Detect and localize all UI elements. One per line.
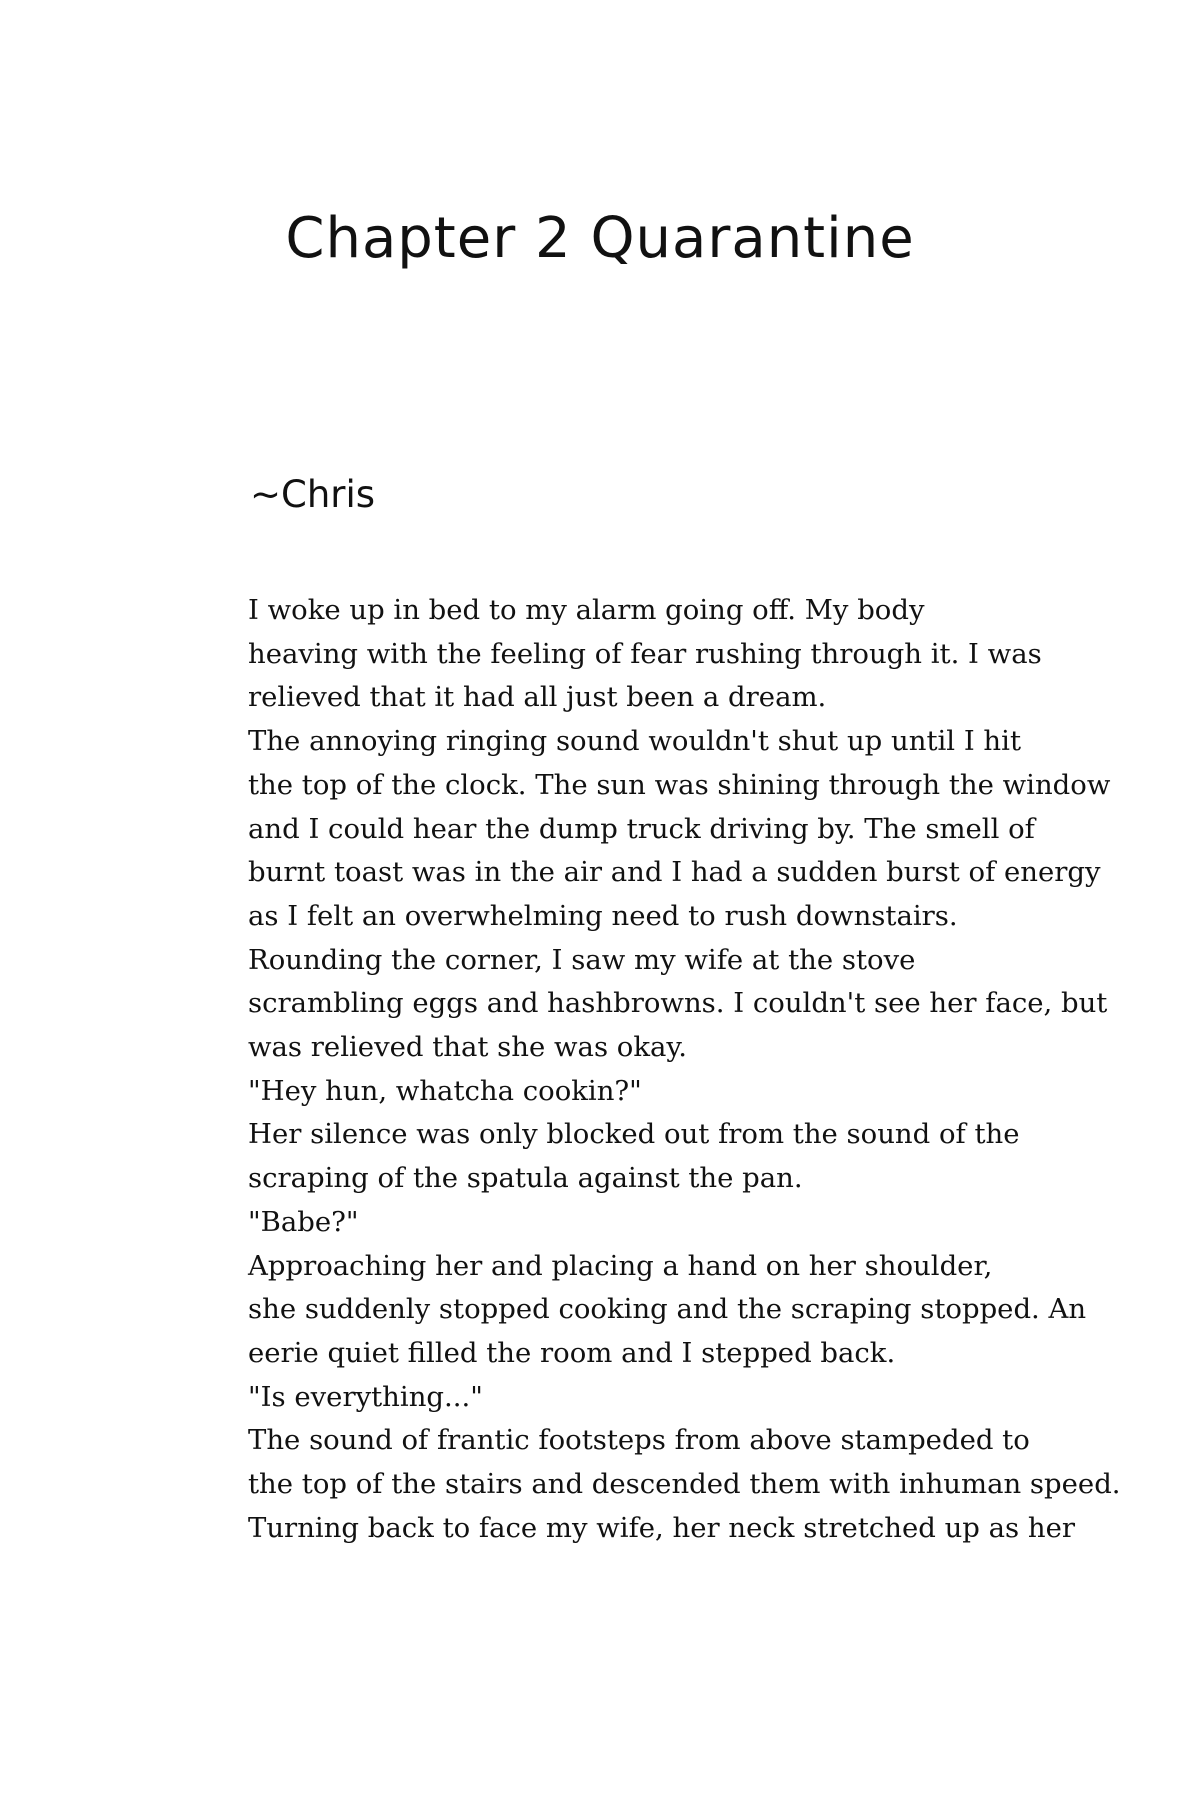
text-line: relieved that it had all just been a dream. bbox=[248, 681, 827, 714]
paragraph bbox=[150, 720, 1111, 939]
text-line: and I could hear the dump truck driving by. The smell of bbox=[248, 812, 1035, 845]
text-line: I woke up in bed to my alarm going off. My body bbox=[248, 594, 925, 626]
paragraph bbox=[150, 589, 1055, 720]
text-line: "Is everything..." bbox=[248, 1380, 483, 1413]
text-line: burnt toast was in the air and I had a sudden burst of energy bbox=[248, 856, 1101, 889]
paragraph bbox=[150, 1376, 1055, 1420]
paragraph bbox=[150, 939, 1108, 1070]
body-text bbox=[150, 589, 1121, 1550]
text-line: Approaching her and placing a hand on her shoulder, bbox=[248, 1249, 993, 1282]
paragraph bbox=[150, 1245, 1087, 1376]
text-line: heaving with the feeling of fear rushing through it. I was bbox=[248, 637, 1042, 670]
text-line: scrambling eggs and hashbrowns. I couldn't see her face, but bbox=[248, 987, 1108, 1020]
text-line: "Babe?" bbox=[248, 1205, 359, 1238]
text-line: the top of the stairs and descended them with inhuman speed. bbox=[248, 1468, 1121, 1501]
narrator-heading: ~Chris bbox=[250, 473, 376, 516]
text-line: Her silence was only blocked out from the sound of the bbox=[248, 1118, 1020, 1151]
text-line: "Hey hun, whatcha cookin?" bbox=[248, 1074, 642, 1107]
chapter-title: Chapter 2 Quarantine bbox=[285, 206, 915, 271]
text-line: scraping of the spatula against the pan. bbox=[248, 1162, 803, 1195]
text-line: as I felt an overwhelming need to rush downstairs. bbox=[248, 899, 958, 932]
text-line: Turning back to face my wife, her neck stretched up as her bbox=[248, 1511, 1076, 1544]
text-line: Rounding the corner, I saw my wife at the stove bbox=[248, 943, 916, 976]
text-line: eerie quiet filled the room and I stepped back. bbox=[248, 1336, 896, 1369]
paragraph bbox=[150, 1201, 1055, 1245]
text-line: the top of the clock. The sun was shining through the window bbox=[248, 768, 1111, 801]
text-line: The annoying ringing sound wouldn't shut up until I hit bbox=[248, 725, 1021, 758]
text-line: was relieved that she was okay. bbox=[248, 1031, 688, 1064]
paragraph bbox=[150, 1070, 1055, 1114]
paragraph bbox=[150, 1419, 1121, 1550]
text-line: The sound of frantic footsteps from above stampeded to bbox=[248, 1424, 1030, 1457]
text-line: she suddenly stopped cooking and the scraping stopped. An bbox=[248, 1293, 1087, 1326]
paragraph bbox=[150, 1113, 1055, 1200]
